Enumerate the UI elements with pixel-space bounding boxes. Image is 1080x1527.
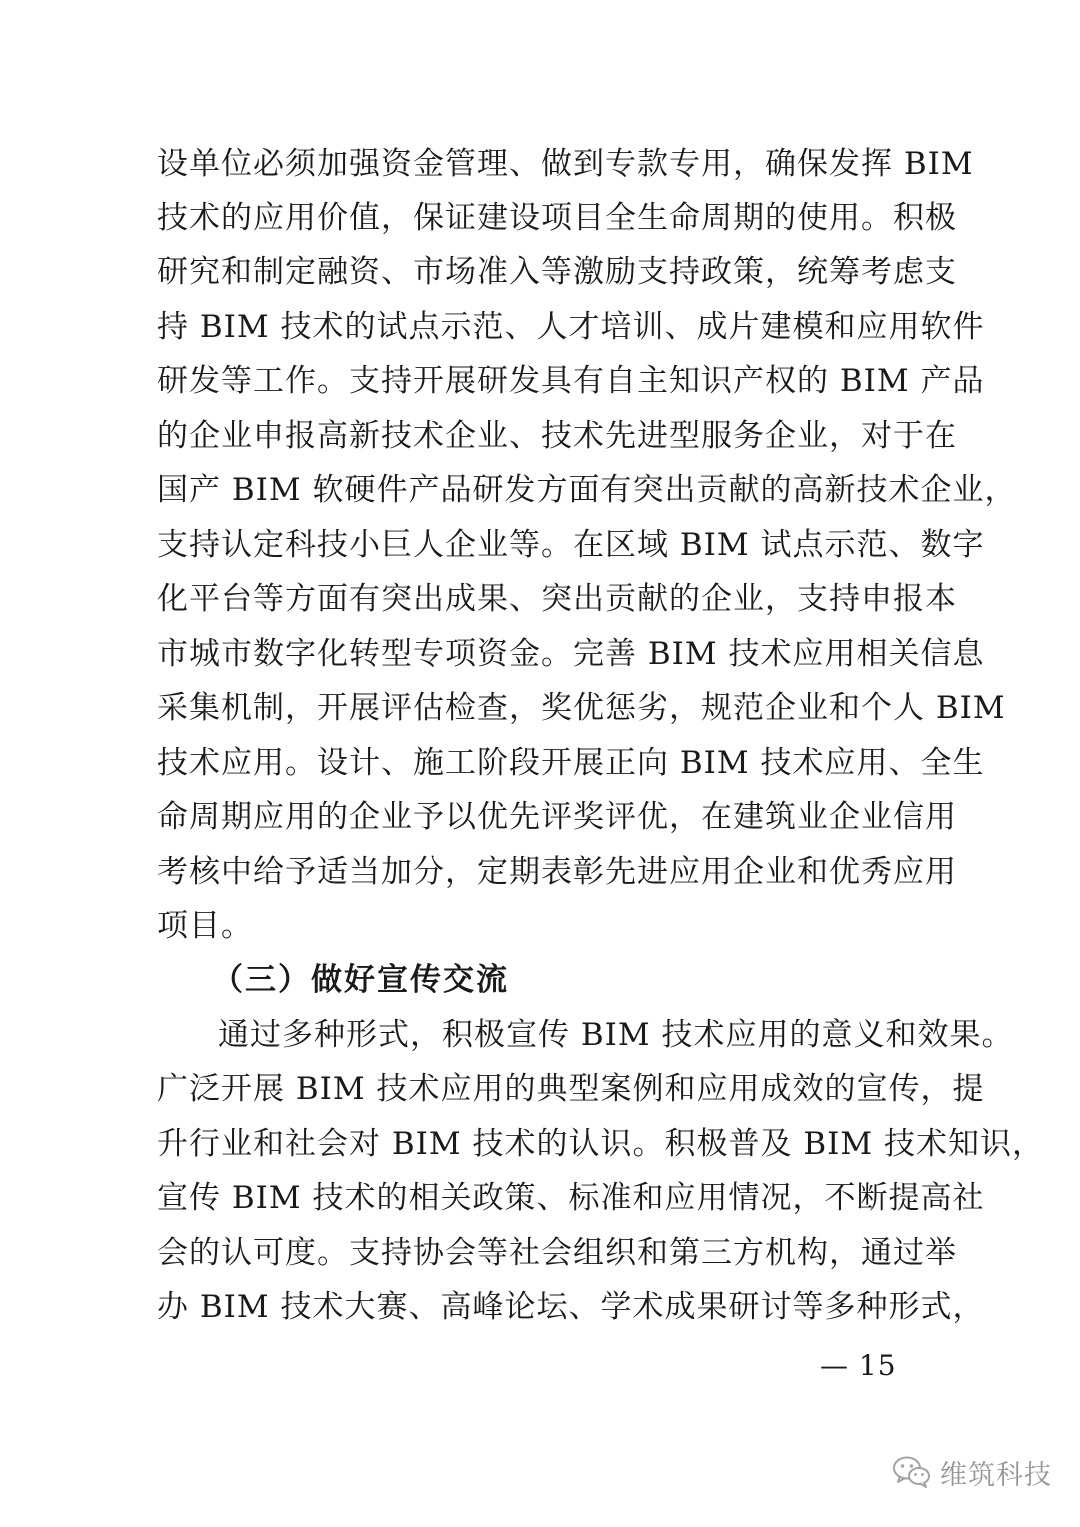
paragraph2-line: 广泛开展 BIM 技术应用的典型案例和应用成效的宣传，提 (157, 1071, 985, 1107)
paragraph1-line: 命周期应用的企业予以优先评奖评优，在建筑业企业信用 (157, 799, 957, 835)
paragraph1-line: 项目。 (157, 908, 253, 944)
paragraph1-line: 研发等工作。支持开展研发具有自主知识产权的 BIM 产品 (157, 363, 985, 399)
paragraph1-line: 国产 BIM 软硬件产品研发方面有突出贡献的高新技术企业， (157, 472, 1017, 508)
paragraph2-line: 办 BIM 技术大赛、高峰论坛、学术成果研讨等多种形式， (157, 1289, 985, 1325)
paragraph1-line: 采集机制，开展评估检查，奖优惩劣，规范企业和个人 BIM (157, 690, 1006, 726)
paragraph2-line: 升行业和社会对 BIM 技术的认识。积极普及 BIM 技术知识， (157, 1126, 1044, 1162)
paragraph1-line: 的企业申报高新技术企业、技术先进型服务企业，对于在 (157, 418, 957, 454)
paragraph1-line: 市城市数字化转型专项资金。完善 BIM 技术应用相关信息 (157, 636, 985, 672)
paragraph2-line: 通过多种形式，积极宣传 BIM 技术应用的意义和效果。 (218, 1017, 1014, 1053)
watermark-text: 维筑科技 (940, 1459, 1052, 1491)
section-heading: （三）做好宣传交流 (212, 962, 509, 998)
paragraph1-line: 支持认定科技小巨人企业等。在区域 BIM 试点示范、数字 (157, 527, 985, 563)
page-number: — 15 (820, 1349, 897, 1382)
wechat-icon (892, 1455, 932, 1489)
paragraph1-line: 技术的应用价值，保证建设项目全生命周期的使用。积极 (157, 200, 957, 236)
paragraph2-line: 会的认可度。支持协会等社会组织和第三方机构，通过举 (157, 1235, 957, 1271)
paragraph1-line: 技术应用。设计、施工阶段开展正向 BIM 技术应用、全生 (157, 745, 985, 781)
paragraph1-line: 持 BIM 技术的试点示范、人才培训、成片建模和应用软件 (157, 309, 985, 345)
paragraph1-line: 考核中给予适当加分，定期表彰先进应用企业和优秀应用 (157, 854, 957, 890)
paragraph1-line: 化平台等方面有突出成果、突出贡献的企业，支持申报本 (157, 581, 957, 617)
watermark (892, 1452, 1052, 1492)
paragraph2-line: 宣传 BIM 技术的相关政策、标准和应用情况，不断提高社 (157, 1180, 985, 1216)
paragraph1-line: 研究和制定融资、市场准入等激励支持政策，统筹考虑支 (157, 254, 957, 290)
paragraph1-line: 设单位必须加强资金管理、做到专款专用，确保发挥 BIM (157, 146, 974, 182)
